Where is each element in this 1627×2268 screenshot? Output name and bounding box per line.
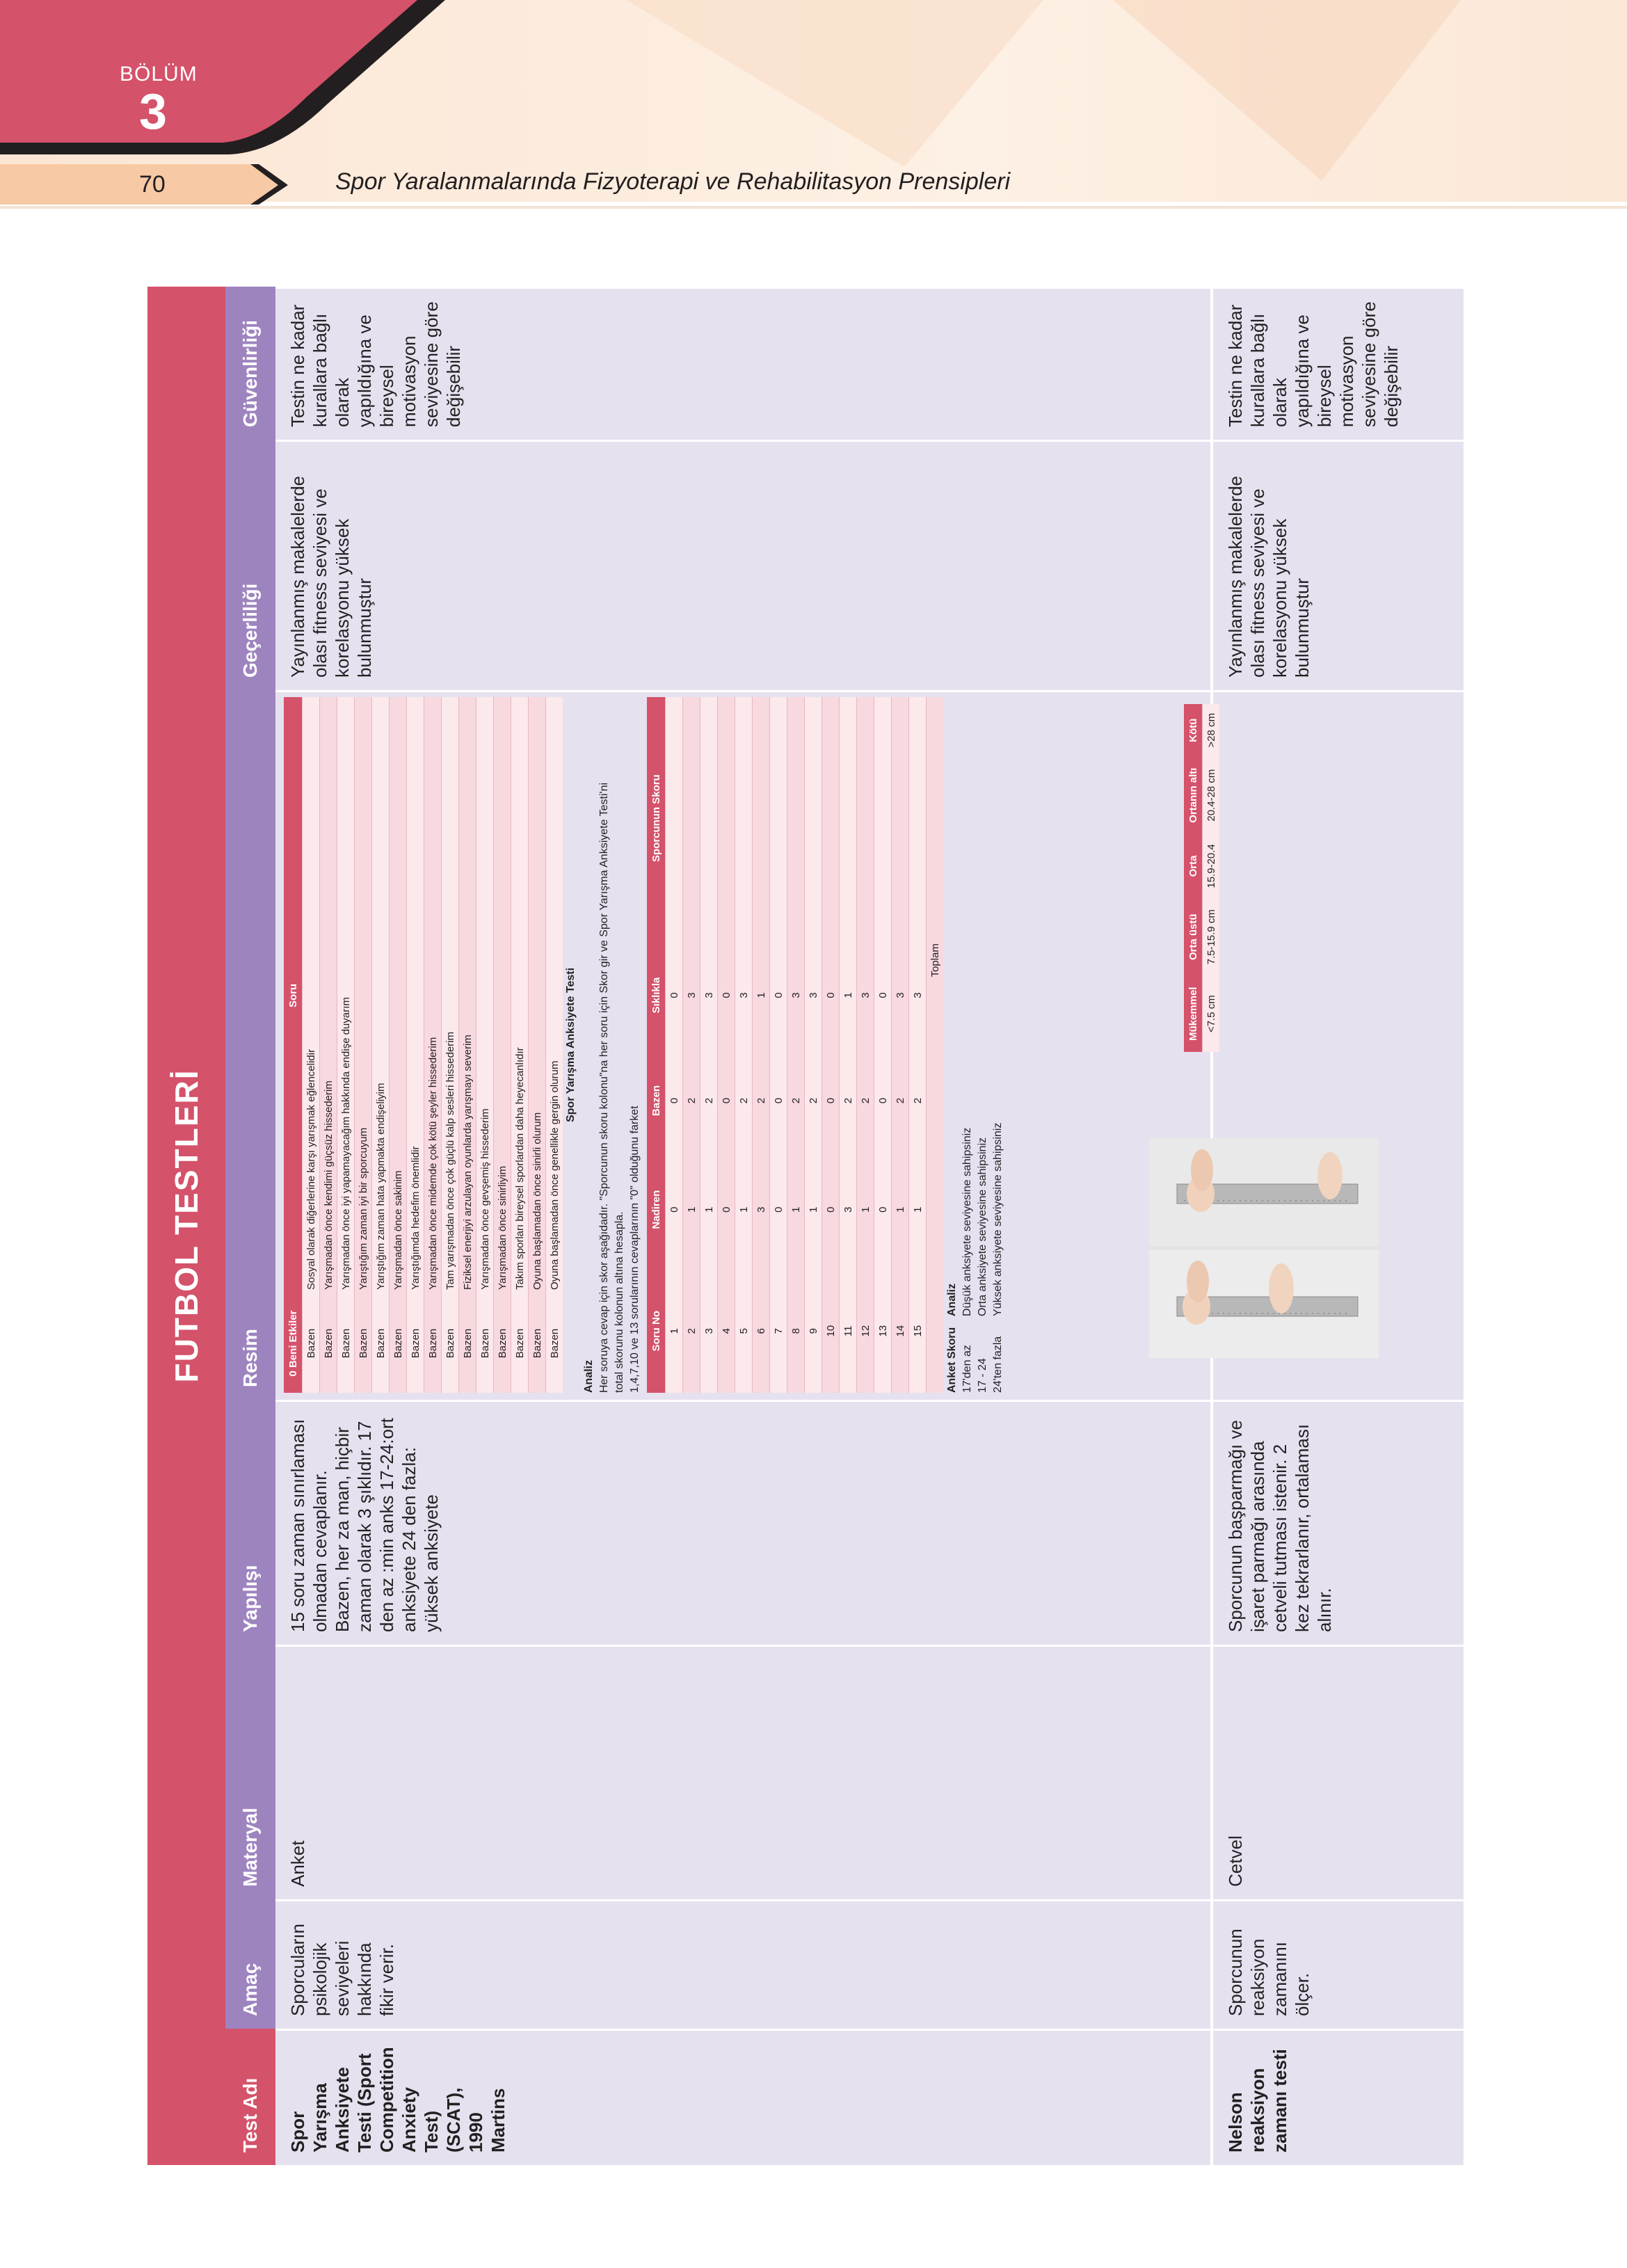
col-header-image: Resim xyxy=(225,690,275,1400)
score-cell: 9 xyxy=(805,1269,822,1393)
score-cell: 1 xyxy=(753,939,770,1051)
col-header-material: Materyal xyxy=(225,1645,275,1899)
score-cell: 2 xyxy=(753,1051,770,1150)
score-cell xyxy=(718,697,735,939)
score-cell xyxy=(909,697,927,939)
scat-question-row xyxy=(320,697,337,1393)
score-cell: 1 xyxy=(892,1150,909,1269)
nelson-value: 7.5-15.9 cm xyxy=(1203,898,1220,976)
score-cell xyxy=(700,697,718,939)
question-effect: Bazen xyxy=(390,1294,407,1393)
score-cell: 0 xyxy=(718,939,735,1051)
score-meaning: Düşük anksiyete seviyesine sahipsiniz xyxy=(961,1127,973,1316)
scat-score-row xyxy=(735,697,753,1393)
scat-score-row xyxy=(683,697,700,1393)
question-text: Yarışmadan önce sinirliyim xyxy=(494,697,511,1294)
question-effect: Bazen xyxy=(407,1294,424,1393)
score-cell: 4 xyxy=(718,1269,735,1393)
futbol-tests-table xyxy=(147,287,1464,2165)
col-header-procedure: Yapılışı xyxy=(225,1400,275,1645)
scat-score-table xyxy=(647,697,943,1393)
row-scat-validity: Yayınlanmış makalelerde olası fitness seviyesi ve korelasyonu yüksek bulunmuştur xyxy=(275,440,1210,690)
score-cell: 0 xyxy=(718,1051,735,1150)
score-meaning: Yüksek anksiyete seviyesine sahipsiniz xyxy=(992,1122,1004,1316)
score-cell: 3 xyxy=(909,939,927,1051)
question-text: Oyuna başlamadan önce sinirli olurum xyxy=(529,697,546,1294)
score-cell: 0 xyxy=(874,1150,892,1269)
score-cell: 1 xyxy=(805,1150,822,1269)
scat-t2-header: Sıklıkla xyxy=(647,939,666,1051)
scat-analysis-line: total skorunu kolonun altına hesapla. xyxy=(614,1211,625,1393)
score-cell: 0 xyxy=(770,939,787,1051)
score-cell: 0 xyxy=(822,1051,840,1150)
row-scat-material: Anket xyxy=(275,1645,1210,1899)
nelson-header: Mükemmel xyxy=(1184,976,1203,1052)
score-cell: 5 xyxy=(735,1269,753,1393)
question-text: Yarıştığım zaman hata yapmakta endişeliyim xyxy=(372,697,390,1294)
score-analysis-header: Analiz xyxy=(946,1283,958,1316)
score-range: 24'ten fazla xyxy=(992,1336,1004,1393)
question-effect: Bazen xyxy=(476,1294,494,1393)
scat-question-row xyxy=(459,697,476,1393)
score-cell: 3 xyxy=(857,939,874,1051)
scat-table2-title: Spor Yarışma Anksiyete Testi xyxy=(565,967,577,1123)
question-text: Fiziksel enerjiyi arzulayan oyunlarda yarışmayı severim xyxy=(459,697,476,1294)
col-header-validity: Geçerliliği xyxy=(225,440,275,690)
row-nelson-procedure: Sporcunun başparmağı ve işaret parmağı arasında cetveli tutması istenir. 2 kez tekrarlanır, ortalaması alınır. xyxy=(1213,1400,1464,1645)
page-header xyxy=(0,0,1627,209)
question-effect: Bazen xyxy=(372,1294,390,1393)
scat-score-row xyxy=(805,697,822,1393)
score-cell: 2 xyxy=(700,1051,718,1150)
score-cell: 2 xyxy=(735,1051,753,1150)
total-label: Toplam xyxy=(927,939,944,1393)
score-cell: 0 xyxy=(770,1051,787,1150)
score-cell: 1 xyxy=(909,1150,927,1269)
scat-t2-header: Bazen xyxy=(647,1051,666,1150)
score-cell xyxy=(840,697,857,939)
score-cell: 10 xyxy=(822,1269,840,1393)
row-nelson-name: Nelson reaksiyon zamanı testi xyxy=(1213,2029,1464,2165)
score-cell xyxy=(735,697,753,939)
chapter-number: 3 xyxy=(139,84,168,140)
score-cell: 1 xyxy=(840,939,857,1051)
score-cell: 3 xyxy=(805,939,822,1051)
score-cell: 1 xyxy=(857,1150,874,1269)
score-range: 17'den az xyxy=(961,1345,973,1393)
question-effect: Bazen xyxy=(424,1294,442,1393)
score-header: Anket Skoru xyxy=(946,1327,958,1393)
score-cell: 1 xyxy=(735,1150,753,1269)
row-scat-procedure: 15 soru zaman sınırlaması olmadan cevaplanır. Bazen, her za man, hiçbir zaman olarak 3 şıklıdır. 17 den az :min anks 17-24:ort anksiyete 24 den fazla: yüksek anksiyete xyxy=(275,1400,1210,1645)
nelson-value: <7.5 cm xyxy=(1203,976,1220,1052)
score-cell: 2 xyxy=(787,1051,805,1150)
score-cell: 3 xyxy=(892,939,909,1051)
nelson-header: Orta üstü xyxy=(1184,898,1203,976)
scat-score-row xyxy=(892,697,909,1393)
question-effect: Bazen xyxy=(303,1294,320,1393)
scat-score-row xyxy=(909,697,927,1393)
question-effect: Bazen xyxy=(320,1294,337,1393)
question-text: Yarışmadan önce sakinim xyxy=(390,697,407,1294)
scat-analysis-text xyxy=(582,697,643,1393)
question-text: Yarışmadan önce midemde çok kötü şeyler hissederim xyxy=(424,697,442,1294)
chapter-label: BÖLÜM xyxy=(120,63,198,86)
score-cell: 3 xyxy=(700,939,718,1051)
score-cell xyxy=(770,697,787,939)
question-text: Sosyal olarak diğerlerine karşı yarışmak eğlencelidir xyxy=(303,697,320,1294)
score-cell: 0 xyxy=(666,1051,683,1150)
scat-question-row xyxy=(424,697,442,1393)
score-cell: 0 xyxy=(770,1150,787,1269)
nelson-header: Ortanın altı xyxy=(1184,756,1203,833)
scat-question-row xyxy=(529,697,546,1393)
col-header-purpose: Amaç xyxy=(225,1899,275,2029)
scat-score-row xyxy=(666,697,683,1393)
scat-score-row xyxy=(840,697,857,1393)
scat-question-row xyxy=(372,697,390,1393)
question-effect: Bazen xyxy=(529,1294,546,1393)
scat-t2-body xyxy=(666,697,944,1393)
row-nelson-validity: Yayınlanmış makalelerde olası fitness seviyesi ve korelasyonu yüksek bulunmuştur xyxy=(1213,440,1464,690)
score-cell: 0 xyxy=(874,1051,892,1150)
question-effect: Bazen xyxy=(546,1294,563,1393)
row-nelson-reliability: Testin ne kadar kurallara bağlı olarak yapıldığına ve bireysel motivasyon seviyesine göre değişebilir xyxy=(1213,287,1464,440)
row-scat-reliability: Testin ne kadar kurallara bağlı olarak yapıldığına ve bireysel motivasyon seviyesine göre değişebilir xyxy=(275,287,1210,440)
score-meaning: Orta anksiyete seviyesine sahipsiniz xyxy=(977,1137,988,1316)
score-cell: 12 xyxy=(857,1269,874,1393)
scat-score-legend xyxy=(945,697,1006,1393)
scat-score-row xyxy=(822,697,840,1393)
scat-score-row xyxy=(700,697,718,1393)
score-cell: 0 xyxy=(666,1150,683,1269)
page-number: 70 xyxy=(139,171,166,198)
question-effect: Bazen xyxy=(337,1294,355,1393)
score-cell xyxy=(892,697,909,939)
scat-question-row xyxy=(494,697,511,1393)
score-cell: 0 xyxy=(874,939,892,1051)
question-effect: Bazen xyxy=(459,1294,476,1393)
scat-question-table xyxy=(284,697,563,1393)
score-cell: 6 xyxy=(753,1269,770,1393)
score-range: 17 - 24 xyxy=(977,1358,988,1393)
scat-question-row xyxy=(407,697,424,1393)
question-text: Yarışmadan önce gevşemiş hissederim xyxy=(476,697,494,1294)
score-cell: 3 xyxy=(787,939,805,1051)
score-cell: 3 xyxy=(840,1150,857,1269)
score-cell: 2 xyxy=(909,1051,927,1150)
question-text: Yarışmadan önce kendimi güçsüz hissederim xyxy=(320,697,337,1294)
scat-question-row xyxy=(511,697,529,1393)
score-cell: 2 xyxy=(857,1051,874,1150)
score-cell: 11 xyxy=(840,1269,857,1393)
scat-score-row xyxy=(874,697,892,1393)
scat-t2-header: Nadiren xyxy=(647,1150,666,1269)
scat-score-row xyxy=(718,697,735,1393)
score-cell: 3 xyxy=(735,939,753,1051)
ruler-drop-photo xyxy=(1149,1138,1379,1358)
row-nelson-purpose: Sporcunun reaksiyon zamanını ölçer. xyxy=(1213,1899,1464,2029)
total-value xyxy=(927,697,944,939)
score-cell: 2 xyxy=(683,1051,700,1150)
score-cell: 2 xyxy=(805,1051,822,1150)
score-cell: 3 xyxy=(753,1150,770,1269)
score-cell: 2 xyxy=(892,1051,909,1150)
nelson-header: Kötü xyxy=(1184,704,1203,756)
question-text: Oyuna başlamadan önce genellikle gergin olurum xyxy=(546,697,563,1294)
nelson-value: >28 cm xyxy=(1203,704,1220,756)
score-cell xyxy=(857,697,874,939)
col-header-test-name: Test Adı xyxy=(225,2029,275,2165)
scat-score-row xyxy=(753,697,770,1393)
scat-question-row xyxy=(390,697,407,1393)
scat-score-row xyxy=(857,697,874,1393)
question-effect: Bazen xyxy=(511,1294,529,1393)
score-cell xyxy=(683,697,700,939)
scat-t1-header-effect: 0 Beni Etkiler xyxy=(284,1294,303,1393)
col-header-reliability: Güvenlirliği xyxy=(225,287,275,440)
score-cell: 0 xyxy=(822,1150,840,1269)
score-cell xyxy=(874,697,892,939)
scat-total-row xyxy=(927,697,944,1393)
scat-question-row xyxy=(337,697,355,1393)
row-scat-purpose: Sporcuların psikolojik seviyeleri hakkında fikir verir. xyxy=(275,1899,1210,2029)
scat-analysis-line: Her soruya cevap için skor aşağıdadır. "Sporcunun skoru kolonu"na her soru için Skor gir ve Spor Yarışma Anksiyete Testi'ni xyxy=(598,782,610,1393)
nelson-value: 15.9-20.4 xyxy=(1203,834,1220,898)
scat-analysis-title: Analiz xyxy=(583,1359,595,1393)
table-banner: FUTBOL TESTLERİ xyxy=(147,287,225,2165)
nelson-values-row xyxy=(1203,704,1220,1052)
score-cell: 0 xyxy=(666,939,683,1051)
scat-question-row xyxy=(442,697,459,1393)
question-text: Yarıştığım zaman iyi bir sporcuyum xyxy=(355,697,372,1294)
score-cell xyxy=(666,697,683,939)
score-cell: 2 xyxy=(683,1269,700,1393)
score-cell: 7 xyxy=(770,1269,787,1393)
score-cell: 1 xyxy=(787,1150,805,1269)
nelson-header-row xyxy=(1184,704,1203,1052)
question-text: Yarıştığımda hedefim önemlidir xyxy=(407,697,424,1294)
score-cell: 3 xyxy=(683,939,700,1051)
book-title: Spor Yaralanmalarında Fizyoterapi ve Rehabilitasyon Prensipleri xyxy=(335,168,1011,195)
scat-analysis-line: 1,4,7,10 ve 13 sorularının cevaplarının "0" olduğunu farket xyxy=(629,1105,641,1393)
scat-question-row xyxy=(546,697,563,1393)
score-cell xyxy=(787,697,805,939)
scat-t1-header-question: Soru xyxy=(284,697,303,1294)
nelson-header: Orta xyxy=(1184,834,1203,898)
score-cell: 8 xyxy=(787,1269,805,1393)
question-effect: Bazen xyxy=(355,1294,372,1393)
scat-t2-header: Sporcunun Skoru xyxy=(647,697,666,939)
question-text: Takım sporları bireysel sporlardan daha heyecanlıdır xyxy=(511,697,529,1294)
question-effect: Bazen xyxy=(494,1294,511,1393)
scat-t1-body xyxy=(303,697,563,1393)
score-cell: 3 xyxy=(700,1269,718,1393)
score-cell xyxy=(805,697,822,939)
score-cell: 1 xyxy=(683,1150,700,1269)
score-cell: 15 xyxy=(909,1269,927,1393)
nelson-value: 20.4-28 cm xyxy=(1203,756,1220,833)
score-cell: 1 xyxy=(700,1150,718,1269)
question-text: Tam yarışmadan önce çok güçlü kalp sesleri hissederim xyxy=(442,697,459,1294)
score-cell: 2 xyxy=(840,1051,857,1150)
score-cell: 14 xyxy=(892,1269,909,1393)
question-effect: Bazen xyxy=(442,1294,459,1393)
score-cell: 0 xyxy=(718,1150,735,1269)
scat-question-row xyxy=(476,697,494,1393)
row-scat-name: Spor Yarışma Anksiyete Testi (Sport Competition Anxiety Test) (SCAT), 1990 Martins xyxy=(275,2029,1210,2165)
score-cell: 1 xyxy=(666,1269,683,1393)
nelson-norm-table xyxy=(1184,704,1219,1052)
scat-question-row xyxy=(303,697,320,1393)
question-text: Yarışmadan önce iyi yapamayacağım hakkında endişe duyarım xyxy=(337,697,355,1294)
score-cell xyxy=(753,697,770,939)
score-cell: 13 xyxy=(874,1269,892,1393)
score-cell xyxy=(822,697,840,939)
scat-score-row xyxy=(770,697,787,1393)
score-cell: 0 xyxy=(822,939,840,1051)
scat-question-row xyxy=(355,697,372,1393)
scat-score-row xyxy=(787,697,805,1393)
row-nelson-material: Cetvel xyxy=(1213,1645,1464,1899)
scat-t2-header: Soru No xyxy=(647,1269,666,1393)
